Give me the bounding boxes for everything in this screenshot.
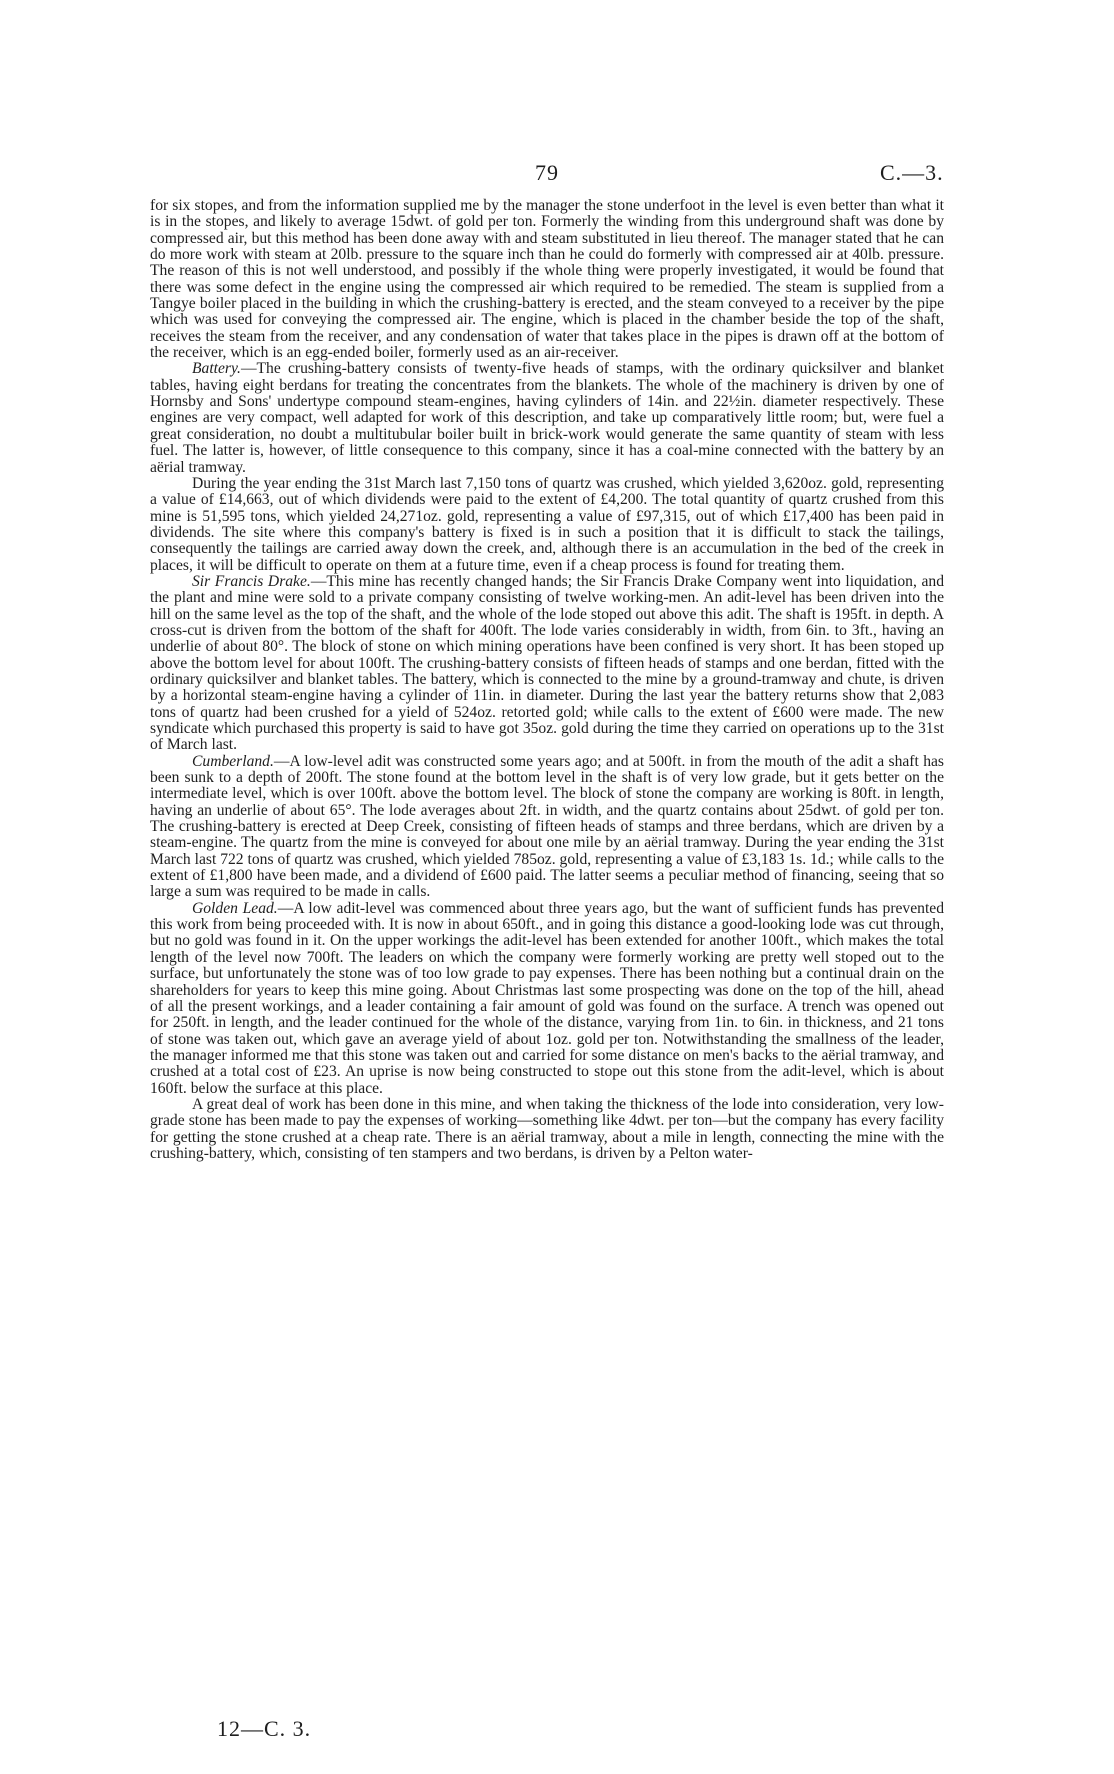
paragraph-cumberland <box>150 754 944 901</box>
document-reference: C.—3. <box>880 160 944 185</box>
paragraph-text: —A low adit-level was commenced about three years ago, but the want of sufficient funds has prevented this work from being proceeded with. It is now in about 650ft., and in going this distance a good-looking lode was cut through, but no gold was found in it. On the upper workings the adit-level has been extended for another 100ft., which makes the total length of the level now 700ft. The leaders on which the company were formerly working are pretty well stoped out to the surface, but unfortunately the stone was of too low grade to pay expenses. There has been nothing but a continual drain on the shareholders for years to keep this mine going. About Christmas last some prospecting was done on the top of the hill, ahead of all the present workings, and a leader containing a fair amount of gold was found on the surface. A trench was opened out for 250ft. in length, and the leader continued for the whole of the distance, varying from 1in. to 6in. in thickness, and 21 tons of stone was taken out, which gave an average yield of about 1oz. gold per ton. Notwithstanding the smallness of the leader, the manager informed me that this stone was taken out and carried for some distance on men's backs to the aërial tramway, and crushed at a total cost of £23. An uprise is now being constructed to stope out this stone from the adit-level, which is about 160ft. below the surface at this place. <box>150 899 944 1097</box>
section-title-cumberland: Cumberland. <box>192 752 274 770</box>
paragraph-text: During the year ending the 31st March last 7,150 tons of quartz was crushed, which yielded 3,620oz. gold, representing a value of £14,663, out of which dividends were paid to the extent of £4,200. The total quantity of quartz crushed from this mine is 51,595 tons, which yielded 24,271oz. gold, representing a value of £97,315, out of which £17,400 has been paid in dividends. The site where this company's battery is fixed is in such a position that it is difficult to stack the tailings, consequently the tailings are carried away down the creek, and, although there is an accumulation in the bed of the creek in places, it will be difficult to operate on them at a future time, even if a cheap process is found for treating them. <box>150 474 944 574</box>
paragraph-text: —A low-level adit was constructed some years ago; and at 500ft. in from the mouth of the adit a shaft has been sunk to a depth of 200ft. The stone found at the bottom level in the shaft is of very low grade, but it gets better on the intermediate level, which is over 100ft. above the bottom level. The block of stone the company are working is 80ft. in length, having an underlie of about 65°. The lode averages about 2ft. in width, and the quartz contains about 25dwt. of gold per ton. The crushing-battery is erected at Deep Creek, consisting of fifteen heads of stamps and three berdans, which are driven by a steam-engine. The quartz from the mine is conveyed for about one mile by an aërial tramway. During the year ending the 31st March last 722 tons of quartz was crushed, which yielded 785oz. gold, representing a value of £3,183 1s. 1d.; while calls to the extent of £1,800 have been made, and a dividend of £600 paid. The latter seems a peculiar method of financing, seeing that so large a sum was required to be made in calls. <box>150 752 944 901</box>
paragraph-battery <box>150 361 944 475</box>
paragraph-sir-francis-drake <box>150 574 944 754</box>
section-title-golden-lead: Golden Lead. <box>192 899 278 917</box>
section-title-sir-francis-drake: Sir Francis Drake. <box>192 572 311 590</box>
page-number: 79 <box>535 160 559 185</box>
signature-mark: 12—C. 3. <box>217 1716 312 1741</box>
section-title-battery: Battery. <box>192 360 241 378</box>
paragraph-text: —This mine has recently changed hands; the Sir Francis Drake Company went into liquidation, and the plant and mine were sold to a private company consisting of twelve working-men. An adit-level has been driven into the hill on the same level as the top of the shaft, and the whole of the lode stoped out above this adit. The shaft is 195ft. in depth. A cross-cut is driven from the bottom of the shaft for 400ft. The lode varies considerably in width, from 6in. to 3ft., having an underlie of about 80°. The block of stone on which mining operations have been confined is very short. It has been stoped up above the bottom level for about 100ft. The crushing-battery consists of fifteen heads of stamps and one berdan, fitted with the ordinary quicksilver and blanket tables. The battery, which is connected to the mine by a ground-tramway and chute, is driven by a horizontal steam-engine having a cylinder of 11in. in diameter. During the last year the battery returns show that 2,083 tons of quartz had been crushed for a yield of 524oz. retorted gold; while calls to the extent of £600 were made. The new syndicate which purchased this property is said to have got 35oz. gold during the time they carried on operations up to the 31st of March last. <box>150 572 944 754</box>
paragraph-text: A great deal of work has been done in this mine, and when taking the thickness of the lode into consideration, very low-grade stone has been made to pay the expenses of working—something like 4dwt. per ton—but the company has every facility for getting the stone crushed at a cheap rate. There is an aërial tramway, about a mile in length, connecting the mine with the crushing-battery, which, consisting of ten stampers and two berdans, is driven by a Pelton water- <box>150 1095 944 1162</box>
paragraph-golden-lead <box>150 901 944 1097</box>
paragraph-text: for six stopes, and from the information supplied me by the manager the stone underfoot in the level is even better than what it is in the stopes, and likely to average 15dwt. of gold per ton. Formerly the winding from this underground shaft was done by compressed air, but this method has been done away with and steam substituted in lieu thereof. The manager stated that he can do more work with steam at 20lb. pressure to the square inch than he could do formerly with compressed air at 40lb. pressure. The reason of this is not well understood, and possibly if the whole thing were properly investigated, it would be found that there was some defect in the engine using the compressed air which required to be remedied. The steam is supplied from a Tangye boiler placed in the building in which the crushing-battery is erected, and the steam conveyed to a receiver by the pipe which was used for conveying the compressed air. The engine, which is placed in the chamber beside the top of the shaft, receives the steam from the receiver, and any condensation of water that takes place in the pipes is drawn off at the bottom of the receiver, which is an egg-ended boiler, formerly used as an air-receiver. <box>150 197 944 362</box>
paragraph-yield <box>150 476 944 574</box>
body-text <box>150 198 944 1162</box>
paragraph-golden-lead-continued <box>150 1097 944 1162</box>
paragraph-intro <box>150 198 944 361</box>
paragraph-text: —The crushing-battery consists of twenty-five heads of stamps, with the ordinary quicksilver and blanket tables, having eight berdans for treating the concentrates from the blankets. The whole of the machinery is driven by one of Hornsby and Sons' undertype compound steam-engines, having cylinders of 14in. and 22½in. diameter respectively. These engines are very compact, well adapted for work of this description, and take up comparatively little room; but, were fuel a great consideration, no doubt a multitubular boiler built in brick-work would generate the same quantity of steam with less fuel. The latter is, however, of little consequence to this company, since it has a coal-mine connected with the battery by an aërial tramway. <box>150 360 944 476</box>
